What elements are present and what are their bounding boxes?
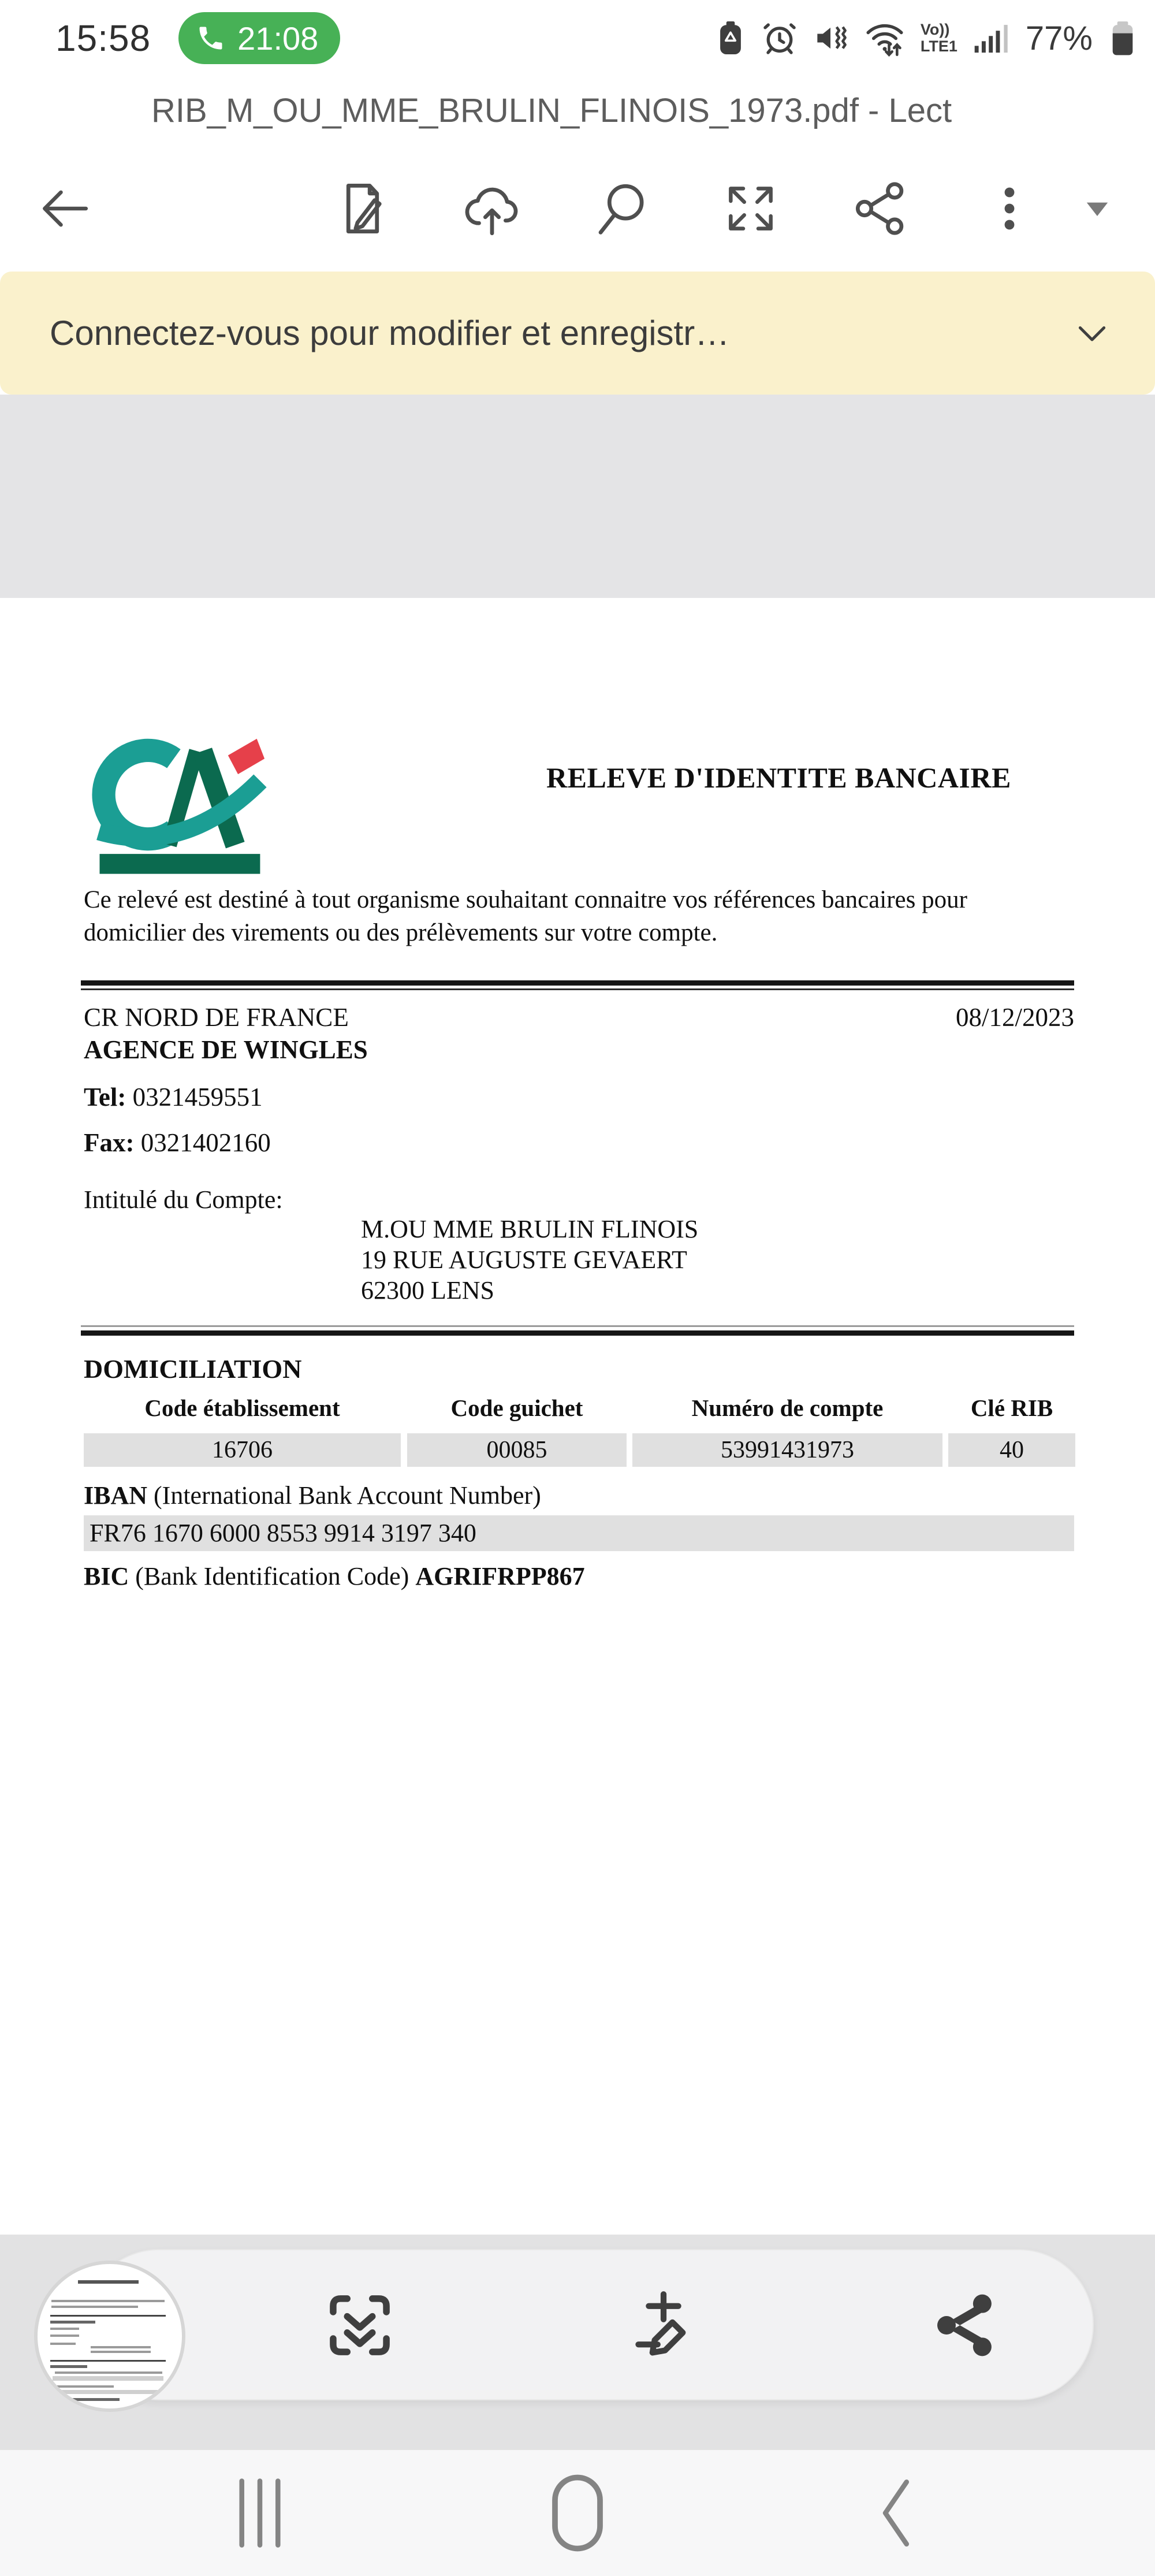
triangle-down-icon xyxy=(1082,194,1112,224)
back-arrow-icon xyxy=(35,179,95,239)
more-options-button[interactable] xyxy=(977,176,1042,241)
home-button[interactable] xyxy=(537,2473,618,2553)
viewer-background xyxy=(0,395,1155,598)
edit-document-icon xyxy=(331,177,394,240)
cloud-upload-icon xyxy=(461,177,523,240)
document-date: 08/12/2023 xyxy=(955,1003,1074,1032)
signin-banner[interactable] xyxy=(0,272,1155,395)
back-button[interactable] xyxy=(30,174,99,243)
table-header: Code guichet xyxy=(450,1395,583,1421)
account-holder-name: M.OU MME BRULIN FLINOIS xyxy=(361,1215,699,1243)
fax-value: 0321402160 xyxy=(134,1128,271,1157)
mute-vibrate-icon xyxy=(812,20,849,57)
upload-button[interactable] xyxy=(460,176,524,241)
tel-label: Tel: xyxy=(84,1083,126,1112)
account-title-label: Intitulé du Compte: xyxy=(84,1185,283,1214)
home-icon xyxy=(549,2473,606,2553)
nav-back-icon xyxy=(875,2475,915,2551)
account-holder-street: 19 RUE AUGUSTE GEVAERT xyxy=(361,1246,687,1274)
tel-value: 0321459551 xyxy=(126,1083,263,1112)
alarm-icon xyxy=(761,20,798,57)
account-holder-city: 62300 LENS xyxy=(361,1276,494,1304)
search-icon xyxy=(590,177,653,240)
battery-percent: 77% xyxy=(1025,19,1093,57)
table-header: Clé RIB xyxy=(970,1395,1053,1421)
clock-time: 15:58 xyxy=(55,17,151,59)
table-cell-code-etablissement: 16706 xyxy=(84,1433,401,1467)
scroll-pages-icon xyxy=(323,2288,397,2362)
table-cell-cle-rib: 40 xyxy=(948,1433,1075,1467)
agency-name: AGENCE DE WINGLES xyxy=(84,1035,368,1064)
search-button[interactable] xyxy=(589,176,654,241)
annotate-button[interactable] xyxy=(627,2288,701,2362)
credit-agricole-logo xyxy=(80,730,279,875)
collapse-toolbar-button[interactable] xyxy=(1065,176,1130,241)
divider xyxy=(81,988,1074,990)
fax-row xyxy=(84,1128,271,1158)
bic-caption: (Bank Identification Code) xyxy=(129,1562,416,1590)
fax-label: Fax: xyxy=(84,1128,135,1157)
bottom-toolbar-area xyxy=(0,2235,1155,2449)
table-cell-numero-compte: 53991431973 xyxy=(632,1433,942,1467)
toolbar-actions xyxy=(330,176,1155,241)
share-button[interactable] xyxy=(848,176,912,241)
battery-saver-app-icon xyxy=(714,19,747,57)
edit-document-button[interactable] xyxy=(330,176,395,241)
table-header: Numéro de compte xyxy=(691,1395,884,1421)
annotate-icon xyxy=(627,2288,701,2362)
bic-row xyxy=(84,1562,585,1591)
recents-button[interactable] xyxy=(219,2473,300,2553)
call-duration: 21:08 xyxy=(237,20,319,57)
pdf-page[interactable] xyxy=(0,598,1155,2235)
account-holder-block xyxy=(361,1214,698,1306)
divider xyxy=(81,1325,1074,1327)
status-icons xyxy=(714,17,1155,59)
scroll-pages-button[interactable] xyxy=(323,2288,397,2362)
wifi-arrows-icon xyxy=(863,17,907,59)
table-cell-code-guichet: 00085 xyxy=(407,1433,627,1467)
ongoing-call-badge[interactable] xyxy=(178,12,340,64)
recents-icon xyxy=(232,2476,288,2550)
share-icon xyxy=(928,2288,1002,2362)
table-header: Code établissement xyxy=(144,1395,340,1421)
share-bottom-button[interactable] xyxy=(928,2288,1002,2362)
chevron-down-icon[interactable] xyxy=(1073,314,1111,352)
bank-name: CR NORD DE FRANCE xyxy=(84,1003,349,1032)
bottom-toolbar xyxy=(84,2249,1094,2400)
rib-table xyxy=(84,1394,1075,1470)
page-thumbnail[interactable] xyxy=(34,2261,185,2412)
bank-name-row xyxy=(84,1002,1074,1032)
share-icon xyxy=(849,177,911,240)
battery-icon xyxy=(1106,18,1139,58)
phone-row xyxy=(84,1082,263,1112)
domiciliation-heading: DOMICILIATION xyxy=(84,1354,302,1384)
divider xyxy=(81,1330,1074,1336)
android-nav-bar xyxy=(0,2449,1155,2576)
fullscreen-button[interactable] xyxy=(718,176,783,241)
divider xyxy=(81,980,1074,986)
phone-icon xyxy=(196,23,226,53)
iban-label: IBAN xyxy=(84,1481,148,1510)
iban-caption-row xyxy=(84,1481,541,1510)
status-bar xyxy=(0,0,1155,76)
more-options-icon xyxy=(982,181,1037,236)
document-title-bar xyxy=(0,76,1155,146)
signal-strength-icon xyxy=(971,20,1012,57)
document-heading: RELEVE D'IDENTITE BANCAIRE xyxy=(546,761,1011,794)
fullscreen-icon xyxy=(721,179,781,239)
bic-label: BIC xyxy=(84,1562,129,1590)
bic-value: AGRIFRPP867 xyxy=(415,1562,585,1590)
pdf-toolbar xyxy=(0,146,1155,272)
iban-caption: (International Bank Account Number) xyxy=(147,1481,541,1510)
signin-banner-text: Connectez-vous pour modifier et enregistr… xyxy=(50,314,730,352)
nav-back-button[interactable] xyxy=(855,2473,936,2553)
volte-indicator: Vo)) LTE1 xyxy=(920,21,957,55)
document-title: RIB_M_OU_MME_BRULIN_FLINOIS_1973.pdf - Lect xyxy=(151,92,952,129)
intro-paragraph: Ce relevé est destiné à tout organisme souhaitant connaitre vos références bancaires pour domicilier des virements ou des prélèvements sur votre compte. xyxy=(84,886,967,947)
iban-value: FR76 1670 6000 8553 9914 3197 340 xyxy=(84,1515,1074,1551)
